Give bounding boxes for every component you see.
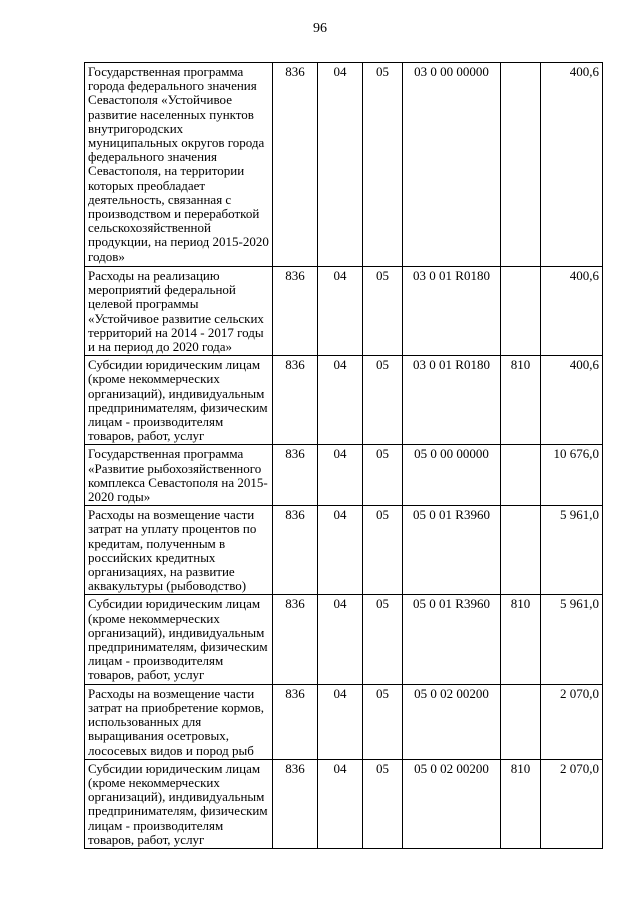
subsection-code-cell: 05 — [363, 445, 403, 506]
target-article-cell: 05 0 02 00200 — [403, 684, 501, 759]
amount-cell: 2 070,0 — [541, 684, 603, 759]
subsection-code-cell: 05 — [363, 267, 403, 356]
expense-type-cell: 810 — [501, 759, 541, 848]
expense-type-cell — [501, 684, 541, 759]
expense-type-cell — [501, 506, 541, 595]
table-row — [85, 759, 603, 848]
target-article-cell: 05 0 02 00200 — [403, 759, 501, 848]
subsection-code-cell: 05 — [363, 506, 403, 595]
amount-cell: 400,6 — [541, 63, 603, 267]
row-name-cell: Государственная программа «Развитие рыбохозяйственного комплекса Севастополя на 2015-2020 годы» — [85, 445, 273, 506]
table-row — [85, 356, 603, 445]
expense-type-cell — [501, 445, 541, 506]
target-article-cell: 05 0 01 R3960 — [403, 595, 501, 684]
table-row — [85, 267, 603, 356]
ministry-code-cell: 836 — [273, 506, 318, 595]
row-name-cell: Государственная программа города федерального значения Севастополя «Устойчивое развитие населенных пунктов внутригородских муниципальных округов города федерального значения Севастополя, на территории которых преобладает деятельность, связанная с производством и переработкой сельскохозяйственной продукции, на период 2015-2020 годов» — [85, 63, 273, 267]
row-name-cell: Расходы на реализацию мероприятий федеральной целевой программы «Устойчивое развитие сельских территорий на 2014 - 2017 годы и на период до 2020 года» — [85, 267, 273, 356]
ministry-code-cell: 836 — [273, 595, 318, 684]
expense-type-cell — [501, 63, 541, 267]
target-article-cell: 05 0 01 R3960 — [403, 506, 501, 595]
section-code-cell: 04 — [318, 595, 363, 684]
section-code-cell: 04 — [318, 759, 363, 848]
amount-cell: 10 676,0 — [541, 445, 603, 506]
target-article-cell: 03 0 00 00000 — [403, 63, 501, 267]
ministry-code-cell: 836 — [273, 356, 318, 445]
expense-type-cell — [501, 267, 541, 356]
ministry-code-cell: 836 — [273, 684, 318, 759]
section-code-cell: 04 — [318, 445, 363, 506]
row-name-cell: Субсидии юридическим лицам (кроме некоммерческих организаций), индивидуальным предпринимателям, физическим лицам - производителям товаров, работ, услуг — [85, 595, 273, 684]
section-code-cell: 04 — [318, 356, 363, 445]
subsection-code-cell: 05 — [363, 63, 403, 267]
budget-table — [84, 62, 603, 849]
row-name-cell: Субсидии юридическим лицам (кроме некоммерческих организаций), индивидуальным предпринимателям, физическим лицам - производителям товаров, работ, услуг — [85, 356, 273, 445]
subsection-code-cell: 05 — [363, 595, 403, 684]
ministry-code-cell: 836 — [273, 267, 318, 356]
table-row — [85, 445, 603, 506]
amount-cell: 5 961,0 — [541, 595, 603, 684]
subsection-code-cell: 05 — [363, 684, 403, 759]
expense-type-cell: 810 — [501, 595, 541, 684]
table-row — [85, 595, 603, 684]
expense-type-cell: 810 — [501, 356, 541, 445]
table-row — [85, 684, 603, 759]
subsection-code-cell: 05 — [363, 759, 403, 848]
ministry-code-cell: 836 — [273, 63, 318, 267]
target-article-cell: 03 0 01 R0180 — [403, 267, 501, 356]
target-article-cell: 05 0 00 00000 — [403, 445, 501, 506]
section-code-cell: 04 — [318, 267, 363, 356]
amount-cell: 2 070,0 — [541, 759, 603, 848]
section-code-cell: 04 — [318, 63, 363, 267]
section-code-cell: 04 — [318, 684, 363, 759]
amount-cell: 5 961,0 — [541, 506, 603, 595]
subsection-code-cell: 05 — [363, 356, 403, 445]
table-row — [85, 63, 603, 267]
row-name-cell: Субсидии юридическим лицам (кроме некоммерческих организаций), индивидуальным предпринимателям, физическим лицам - производителям товаров, работ, услуг — [85, 759, 273, 848]
target-article-cell: 03 0 01 R0180 — [403, 356, 501, 445]
amount-cell: 400,6 — [541, 356, 603, 445]
page-number: 96 — [313, 21, 327, 36]
section-code-cell: 04 — [318, 506, 363, 595]
row-name-cell: Расходы на возмещение части затрат на приобретение кормов, использованных для выращивания осетровых, лососевых видов и пород рыб — [85, 684, 273, 759]
row-name-cell: Расходы на возмещение части затрат на уплату процентов по кредитам, полученным в российских кредитных организациях, на развитие аквакультуры (рыбоводство) — [85, 506, 273, 595]
ministry-code-cell: 836 — [273, 445, 318, 506]
amount-cell: 400,6 — [541, 267, 603, 356]
table-row — [85, 506, 603, 595]
ministry-code-cell: 836 — [273, 759, 318, 848]
